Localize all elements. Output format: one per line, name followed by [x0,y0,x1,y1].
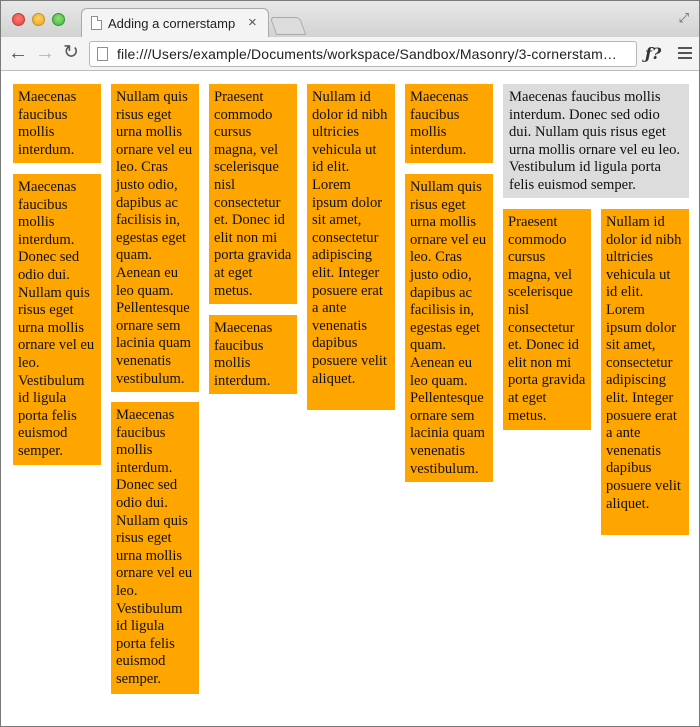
masonry-item: Nullam quis risus eget urna mollis ornare vel eu leo. Cras justo odio, dapibus ac facilisis in, egestas eget quam. Aenean eu leo quam. Pellentesque ornare sem lacinia quam venenatis vestibulum. [111,84,199,392]
masonry-item: Nullam id dolor id nibh ultricies vehicula ut id elit. Lorem ipsum dolor sit amet, consectetur adipiscing elit. Integer posuere erat a ante venenatis dapibus posuere velit aliquet. [601,209,689,535]
masonry-item: Praesent commodo cursus magna, vel scelerisque nisl consectetur et. Donec id elit non mi porta gravida at eget metus. [503,209,591,430]
masonry-item: Maecenas faucibus mollis interdum. [13,84,101,163]
menu-icon[interactable] [678,47,692,59]
tab-title: Adding a cornerstamp [108,16,236,31]
masonry-item: Nullam id dolor id nibh ultricies vehicula ut id elit. Lorem ipsum dolor sit amet, consectetur adipiscing elit. Integer posuere erat a ante venenatis dapibus posuere velit aliquet. [307,84,395,410]
window-close-button[interactable] [12,13,25,26]
masonry-item: Maecenas faucibus mollis interdum. [209,315,297,394]
masonry-item: Maecenas faucibus mollis interdum. [405,84,493,163]
masonry-item: Maecenas faucibus mollis interdum. Donec sed odio dui. Nullam quis risus eget urna mollis ornare vel eu leo. Vestibulum id ligula porta felis euismod semper. [111,402,199,694]
forward-button[interactable]: → [35,42,55,64]
masonry-item: Nullam quis risus eget urna mollis ornare vel eu leo. Cras justo odio, dapibus ac facilisis in, egestas eget quam. Aenean eu leo quam. Pellentesque ornare sem lacinia quam venenatis vestibulum. [405,174,493,482]
masonry-item: Maecenas faucibus mollis interdum. Donec sed odio dui. Nullam quis risus eget urna mollis ornare vel eu leo. Vestibulum id ligula porta felis euismod semper. [13,174,101,465]
tab-strip [1,1,699,37]
fullscreen-icon[interactable]: ⤢ [678,10,689,25]
window-zoom-button[interactable] [52,13,65,26]
page-icon [91,16,102,30]
address-bar[interactable] [89,41,637,67]
cornerstamp: Maecenas faucibus mollis interdum. Donec sed odio dui. Nullam quis risus eget urna mollis ornare vel eu leo. Vestibulum id ligula porta felis euismod semper. [503,84,689,198]
new-tab-button[interactable] [270,17,307,35]
reload-button[interactable]: ↻ [63,42,79,63]
extension-button[interactable]: ƒ? [645,44,662,63]
masonry-item: Praesent commodo cursus magna, vel scelerisque nisl consectetur et. Donec id elit non mi porta gravida at eget metus. [209,84,297,304]
back-button[interactable]: ← [8,42,28,64]
url-text[interactable]: file:///Users/example/Documents/workspace/Sandbox/Masonry/3-cornerstam… [117,46,618,62]
page-content [1,72,699,726]
tab-close-icon[interactable]: × [248,14,257,31]
page-icon [97,47,108,61]
browser-toolbar [1,37,699,71]
tab-adding-a-cornerstamp[interactable] [81,8,269,38]
window-minimize-button[interactable] [32,13,45,26]
